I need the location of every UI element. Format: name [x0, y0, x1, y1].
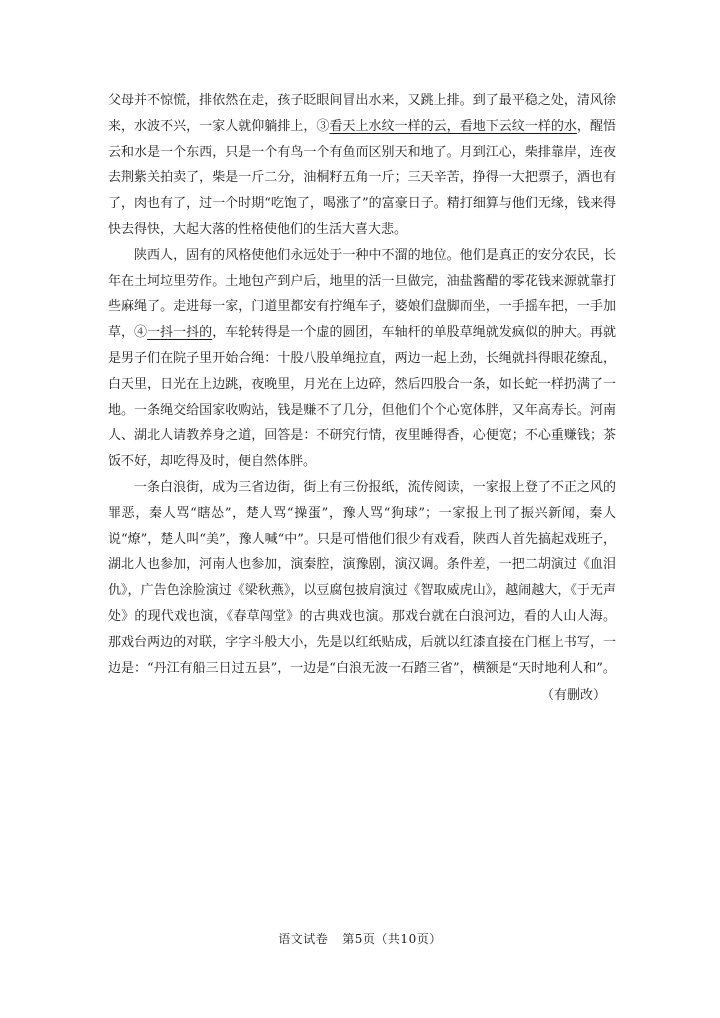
underlined-phrase-4: 一抖一抖的	[147, 325, 213, 341]
paragraph-2	[108, 243, 616, 475]
paragraph-1-text-a: 父母并不惊慌，排依然在走，孩子眨眼间冒出水来，又跳上排。到了最平稳之处，清风徐来，水波不兴，一家人就仰躺排上，③	[108, 93, 616, 134]
abridged-note: （有删改）	[540, 688, 606, 704]
paragraph-1-text-b: ，醒悟云和水是一个东西，只是一个有鸟一个有鱼而区别天和地了。月到江心，柴排靠岸，连夜去荆紫关拍卖了，柴是一斤二分，油桐籽五角一斤；三天辛苦，挣得一大把票子，酒也有了，肉也有了，过一个时期“吃饱了，喝涨了”的富豪日子。精打细算与他们无缘，钱来得快去得快，大起大落的性格使他们的生活大喜大悲。	[108, 118, 616, 237]
paragraph-1	[108, 88, 616, 243]
underlined-sentence-3: 看天上水纹一样的云，看地下云纹一样的水	[329, 118, 577, 134]
paragraph-3	[108, 475, 616, 681]
footer-subject: 语文试卷	[278, 932, 329, 946]
paragraph-2-text-b: ，车轮转得是一个虚的圆团，车轴杆的单股草绳就发疯似的肿大。再就是男子们在院子里开始合绳：十股八股单绳拉直，两边一起上劲，长绳就抖得眼花缭乱，白天里，日光在上边跳，夜晚里，月光在上边碎，然后四股合一条，如长蛇一样扔满了一地。一条绳交给国家收购站，钱是赚不了几分，但他们个个心宽体胖，又年高寿长。河南人、湖北人请教养身之道，回答是：不研究行情，夜里睡得香，心便宽；不心重赚钱；茶饭不好，却吃得及时，便自然体胖。	[108, 325, 616, 470]
page-footer	[0, 930, 720, 947]
paragraph-3-text: 一条白浪街，成为三省边街，街上有三份报纸，流传阅读，一家报上登了不正之风的罪恶，秦人骂“瞎怂”，楚人骂“操蛋”，豫人骂“狗球”；一家报上刊了振兴新闻，秦人说“燎”，楚人叫“美”，豫人喊“中”。只是可惜他们很少有戏看，陕西人首先搞起戏班子，湖北人也参加，河南人也参加，演秦腔，演豫剧，演汉调。条件差，一把二胡演过《血泪仇》，广告色涂脸演过《梁秋燕》，以豆腐包披肩演过《智取威虎山》，越闹越大，《于无声处》的现代戏也演，《春草闯堂》的古典戏也演。那戏台就在白浪河边，看的人山人海。那戏台两边的对联，字字斗般大小，先是以红纸贴成，后就以红漆直接在门框上书写，一边是：“丹江有船三日过五县”，一边是“白浪无波一石踏三省”，横额是“天时地利人和”。	[108, 479, 616, 676]
paragraph-2-text-a: 陕西人，固有的风格使他们永远处于一种中不溜的地位。他们是真正的安分农民，长年在土坷垃里劳作。土地包产到户后，地里的活一旦做完，油盐酱醋的零花钱来源就靠打些麻绳了。走进每一家，门道里都安有拧绳车子，婆娘们盘脚而坐，一手摇车把，一手加草，④	[108, 247, 616, 341]
passage-text	[108, 88, 616, 709]
footer-page-number: 第5页（共10页）	[342, 932, 442, 946]
